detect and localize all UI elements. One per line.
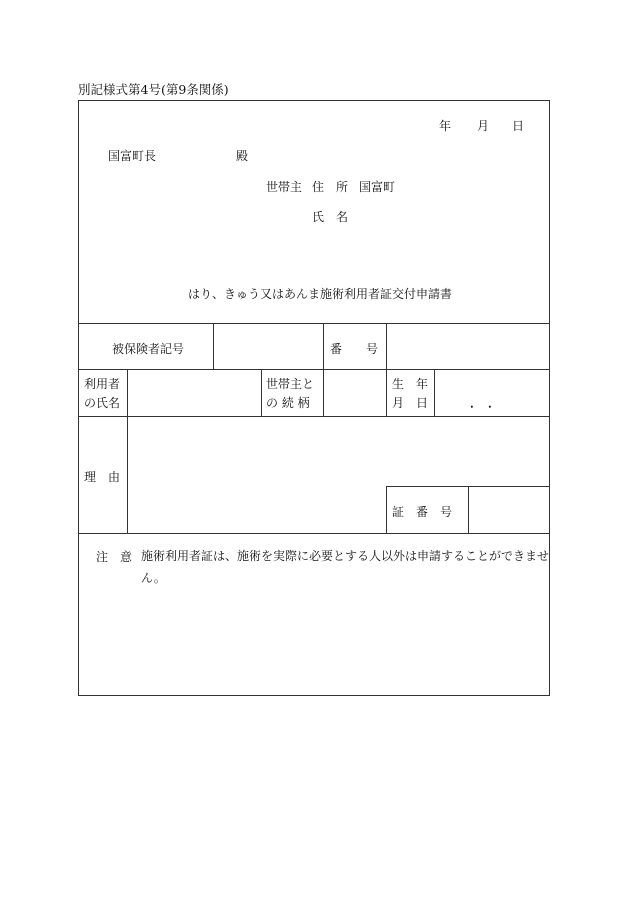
addressee-name: 国富町長 — [108, 149, 157, 163]
rule-title-bottom — [78, 323, 550, 324]
divider — [323, 369, 324, 416]
user-name-label-line1: 利用者 — [84, 377, 121, 391]
date-year-label: 年 — [439, 119, 452, 133]
divider — [261, 369, 262, 416]
user-name-label-line2: の氏名 — [84, 396, 121, 410]
divider — [213, 323, 214, 369]
user-name-label — [84, 375, 120, 413]
divider — [323, 323, 324, 369]
date-month-label: 月 — [477, 119, 490, 133]
rule-row1-bottom — [78, 369, 550, 370]
birth-date-label-line2: 月 日 — [392, 396, 429, 410]
divider — [468, 486, 469, 533]
birth-date-label-line1: 生 年 — [392, 377, 429, 391]
householder-label: 世帯主 — [266, 180, 303, 194]
certificate-number-label: 証 番 号 — [392, 505, 453, 519]
divider — [127, 416, 128, 533]
rule-row2-bottom — [78, 416, 550, 417]
addressee-honorific: 殿 — [236, 149, 249, 163]
divider — [386, 323, 387, 369]
address-value: 国富町 — [359, 180, 396, 194]
relation-label — [266, 375, 314, 413]
insured-symbol-label: 被保険者記号 — [112, 342, 185, 356]
rule-reason-bottom — [78, 533, 550, 534]
birth-date-label — [392, 375, 428, 413]
date-day-label: 日 — [512, 119, 525, 133]
relation-label-line1: 世帯主と — [266, 377, 315, 391]
form-label: 別記様式第4号(第9条関係) — [78, 82, 229, 97]
note-label: 注 意 — [96, 550, 133, 564]
divider — [386, 486, 387, 533]
divider — [434, 369, 435, 416]
divider — [127, 369, 128, 416]
reason-label: 理 由 — [84, 470, 121, 484]
number-label: 番 号 — [330, 342, 379, 356]
divider — [386, 369, 387, 416]
birth-date-separators: ． ． — [470, 396, 501, 410]
note-text: 施術利用者証は、施術を実際に必要とする人以外は申請することができません。 — [141, 549, 550, 585]
form-title: はり、きゅう又はあんま施術利用者証交付申請書 — [188, 287, 453, 301]
address-label: 住 所 — [312, 180, 349, 194]
applicant-name-label: 氏 名 — [312, 210, 349, 224]
relation-label-line2: の 続 柄 — [266, 396, 310, 410]
